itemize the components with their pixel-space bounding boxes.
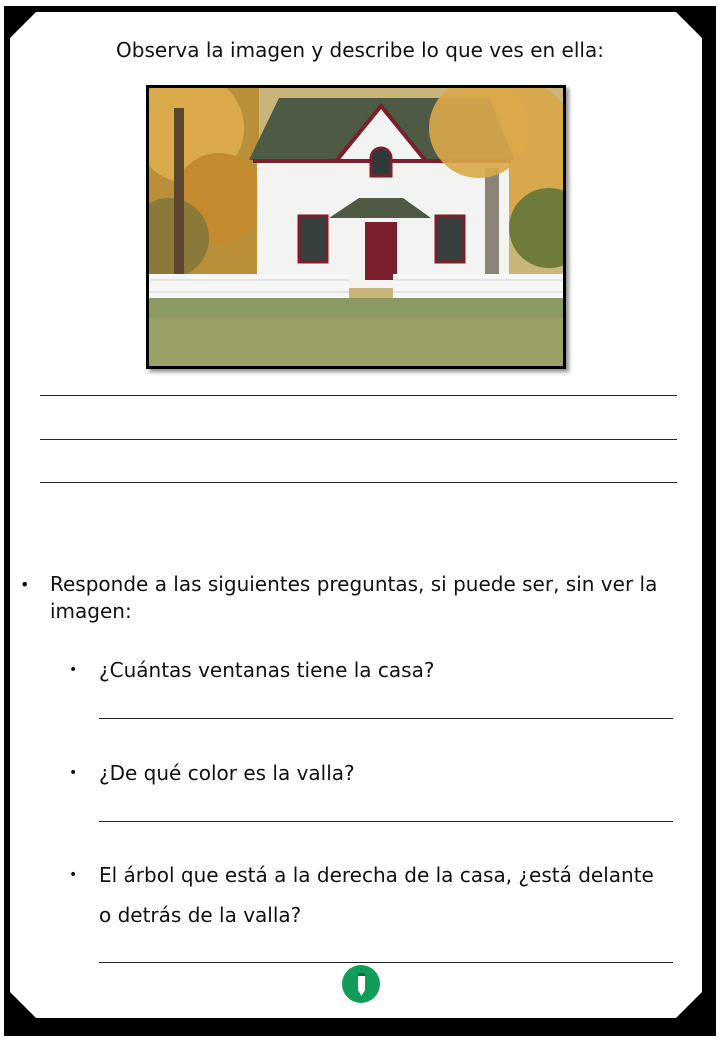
- question-bullet: •: [69, 765, 78, 781]
- question-2: ¿De qué color es la valla?: [99, 761, 355, 785]
- question-bullet: •: [69, 867, 78, 883]
- house-photo: [146, 85, 566, 369]
- answer-line-2[interactable]: [99, 821, 673, 822]
- pencil-logo-icon: [342, 965, 380, 1003]
- question-3: El árbol que está a la derecha de la casa, ¿está delante o detrás de la valla?: [99, 863, 654, 927]
- description-line-3[interactable]: [40, 482, 677, 483]
- section-bullet: •: [20, 575, 30, 594]
- question-bullet: •: [69, 662, 78, 678]
- answer-line-3[interactable]: [99, 962, 673, 963]
- section-prompt: Responde a las siguientes preguntas, si puede ser, sin ver la imagen:: [50, 572, 658, 623]
- description-line-2[interactable]: [40, 439, 677, 440]
- description-line-1[interactable]: [40, 395, 677, 396]
- instruction-text: Observa la imagen y describe lo que ves en ella:: [116, 38, 604, 62]
- question-1: ¿Cuántas ventanas tiene la casa?: [99, 658, 435, 682]
- answer-line-1[interactable]: [99, 718, 673, 719]
